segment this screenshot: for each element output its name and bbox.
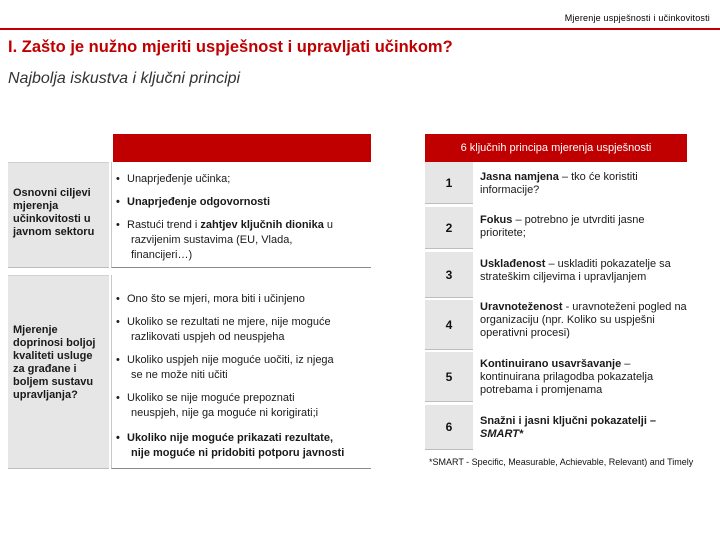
principle-number: 6 (425, 405, 473, 450)
left-header-bar (113, 134, 371, 162)
page-subtitle: Najbolja iskustva i ključni principi (8, 70, 241, 87)
smart-footnote: *SMART - Specific, Measurable, Achievable, Relevant) and Timely (429, 457, 694, 467)
principle-text: Kontinuirano usavršavanje – kontinuirana prilagodba pokazatelja potrebama i promjenama (480, 358, 654, 396)
principle-text: Snažni i jasni ključni pokazatelji – SMART* (480, 415, 657, 440)
goals-label: Osnovni ciljevi mjerenja učinkovitosti u javnom sektoru (13, 187, 95, 238)
contribution-bullet: • Ukoliko se nije moguće prepoznati neuspjeh, nije ga moguće ni korigirati;i (116, 392, 319, 419)
principle-text: Jasna namjena – tko će koristiti informacije? (480, 171, 638, 196)
principle-number: 4 (425, 300, 473, 350)
principles-header: 6 ključnih principa mjerenja uspješnosti (425, 134, 687, 162)
principles-number-column (425, 162, 473, 462)
principle-number: 5 (425, 352, 473, 402)
contribution-bullet: • Ukoliko nije moguće prikazati rezultate, nije moguće ni pridobiti potporu javnosti (116, 432, 345, 459)
section-label: Mjerenje uspješnosti i učinkovitosti (564, 13, 710, 23)
page-title: I. Zašto je nužno mjeriti uspješnost i upravljati učinkom? (8, 38, 453, 56)
principle-text: Usklađenost – uskladiti pokazatelje sa strateškim ciljevima i upravljanjem (480, 258, 671, 283)
header-divider (0, 28, 720, 30)
contribution-label-box (8, 275, 109, 469)
principle-text: Uravnoteženost - uravnoteženi pogled na organizaciju (npr. Koliko su uspješni operativni procesi) (480, 301, 687, 339)
goal-bullet: • Unaprjeđenje odgovornosti (116, 196, 271, 208)
goal-bullet: • Unaprjeđenje učinka; (116, 173, 231, 185)
contribution-bullet: • Ono što se mjeri, mora biti i učinjeno (116, 293, 305, 305)
contribution-bullet: • Ukoliko se rezultati ne mjere, nije moguće razlikovati uspjeh od neuspjeha (116, 316, 331, 343)
principle-text: Fokus – potrebno je utvrditi jasne prioritete; (480, 214, 645, 239)
principle-number: 3 (425, 252, 473, 298)
contribution-label: Mjerenje doprinosi boljoj kvaliteti usluge za građane i boljem sustavu upravljanja? (13, 324, 96, 401)
goal-bullet: • Rastući trend i zahtjev ključnih dionika u razvijenim sustavima (EU, Vlada, financijeri…) (116, 219, 334, 261)
principle-number: 1 (425, 162, 473, 204)
contribution-bullet: • Ukoliko uspjeh nije moguće uočiti, iz njega se ne može niti učiti (116, 354, 334, 381)
goals-label-box (8, 162, 109, 268)
principle-number: 2 (425, 207, 473, 249)
